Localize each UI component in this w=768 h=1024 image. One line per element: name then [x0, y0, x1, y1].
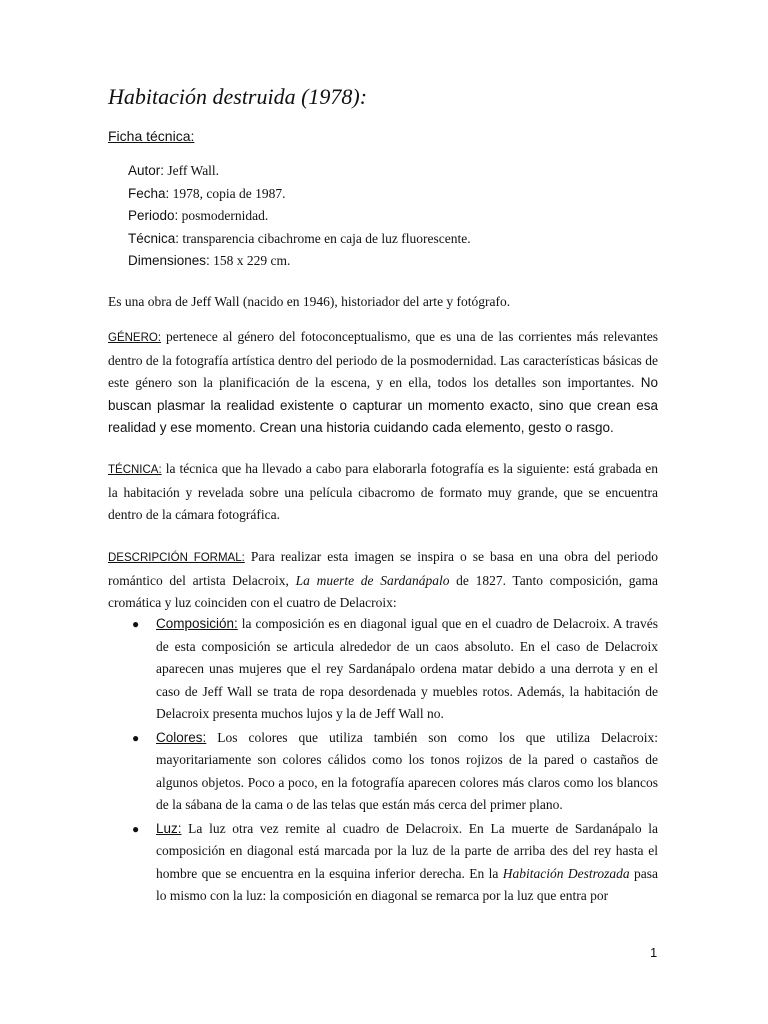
bullet-label: Luz:: [156, 820, 182, 836]
meta-value: posmodernidad.: [178, 208, 269, 223]
bullet-dot-icon: ●: [132, 821, 140, 836]
descripcion-text: Para realizar esta imagen se inspira o se basa en una obra del periodo romántico del artista Delacroix,: [108, 549, 658, 588]
ficha-tecnica-heading: Ficha técnica:: [108, 128, 195, 144]
meta-label: Dimensiones:: [128, 253, 210, 268]
meta-label: Periodo:: [128, 208, 179, 223]
bullet-dot-icon: ●: [132, 730, 140, 745]
ficha-tecnica-list: [128, 160, 471, 273]
document-title: Habitación destruida (1978):: [108, 84, 368, 109]
bullet-text: la composición es en diagonal igual que en el cuadro de Delacroix. A través de esta composición se articula alrededor de un caos absoluto. En el caso de Delacroix aparecen unas mujeres que el rey Sardanápalo ordena matar debido a una derrota y en el caso de Jeff Wall se trata de ropa desordenada y muebles rotos. Además, la habitación de Delacroix presenta muchos lujos y la de Jeff Wall no.: [156, 616, 658, 721]
descripcion-label: DESCRIPCIÓN FORMAL:: [108, 552, 245, 564]
meta-row-periodo: [128, 205, 471, 228]
genero-text: pertenece al género del fotoconceptualismo, que es una de las corrientes más relevantes dentro de la fotografía artística dentro del periodo de la posmodernidad. Las características básicas de este género son la planificación de la escena, y en ella, todos los detalles son importantes.: [108, 329, 658, 390]
meta-value: 1978, copia de 1987.: [169, 185, 286, 201]
meta-row-autor: [128, 160, 471, 183]
meta-value: Jeff Wall.: [164, 163, 220, 178]
genero-emphasis: No buscan plasmar la realidad existente o capturar un momento exacto, sino que crean esa realidad y ese momento. Crean una historia cuidando cada elemento, gesto o rasgo.: [108, 375, 658, 435]
meta-label: Autor:: [128, 163, 165, 178]
intro-paragraph: Es una obra de Jeff Wall (nacido en 1946), historiador del arte y fotógrafo.: [108, 294, 511, 309]
tecnica-paragraph: [108, 458, 658, 527]
meta-label: Fecha:: [128, 185, 170, 201]
tecnica-text: la técnica que ha llevado a cabo para elaborarla fotografía es la siguiente: está grabada en la habitación y revelada sobre una película cibacromo de formato muy grande, que se encuentra dentro de la cámara fotográfica.: [108, 461, 658, 522]
page-number: 1: [650, 945, 658, 960]
bullet-text-after: pasa lo mismo con la luz: la composición en diagonal se remarca por la luz que entra por: [156, 865, 658, 903]
meta-row-dimensiones: [128, 250, 471, 273]
bullet-colores: [108, 727, 658, 817]
bullet-label: Colores:: [156, 729, 207, 745]
bullet-dot-icon: ●: [132, 617, 140, 631]
bullet-text: La luz otra vez remite al cuadro de Delacroix. En La muerte de Sardanápalo la composición en diagonal está marcada por la luz de la parte de arriba des del rey hasta el hombre que se encuentra en la esquina inferior derecha. En la: [156, 820, 658, 881]
genero-paragraph: [108, 326, 658, 440]
meta-value: 158 x 229 cm.: [209, 253, 291, 268]
bullet-italic-title: Habitación Destrozada: [502, 865, 630, 881]
bullet-luz: [108, 818, 658, 908]
meta-label: Técnica:: [128, 230, 180, 246]
tecnica-label: TÉCNICA:: [108, 464, 162, 476]
meta-value: transparencia cibachrome en caja de luz fluorescente.: [179, 230, 471, 246]
bullet-text: Los colores que utiliza también son como los que utiliza Delacroix: mayoritariamente son colores cálidos como los tonos rojizos de la pared o castaños de algunos objetos. Poco a poco, en la fotografía aparecen colores más claros como los blancos de la sábana de la cama o de las telas que están más cerca del primer plano.: [156, 729, 658, 812]
descripcion-text-after: de 1827. Tanto composición, gama cromática y luz coinciden con el cuatro de Delacroix:: [108, 572, 658, 610]
meta-row-fecha: [128, 183, 471, 206]
bullet-label: Composición:: [156, 616, 238, 631]
bullet-composicion: [108, 613, 658, 726]
analysis-bullet-list: [108, 613, 658, 909]
descripcion-paragraph: [108, 546, 658, 615]
genero-label: GÉNERO:: [108, 332, 162, 344]
work-title: La muerte de Sardanápalo: [295, 572, 450, 588]
meta-row-tecnica: [128, 228, 471, 251]
